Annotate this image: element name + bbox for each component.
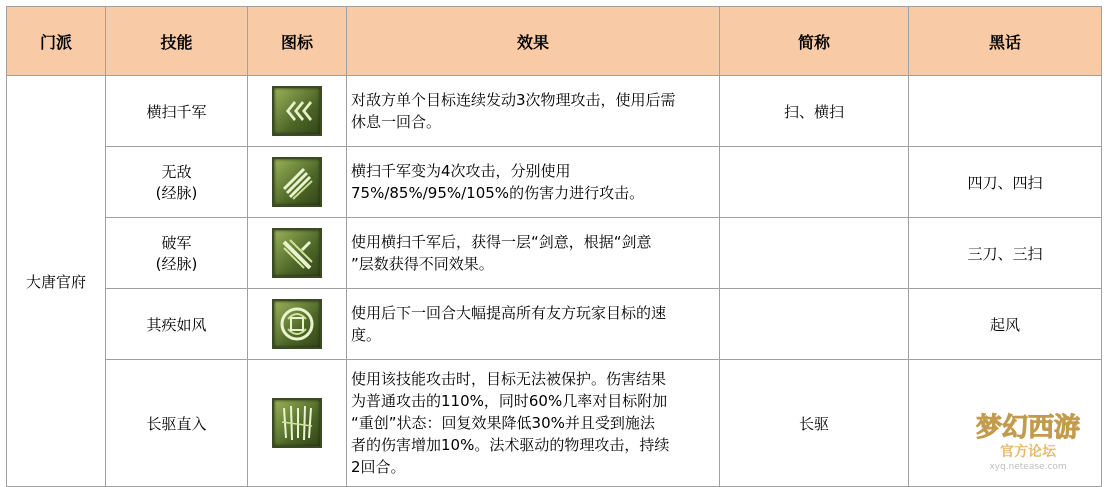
slang-cell [909, 76, 1102, 147]
skill-name: 长驱直入 [146, 414, 207, 433]
effect-cell: 使用后下一回合大幅提高所有友方玩家目标的速 度。 [347, 289, 720, 360]
header-skill: 技能 [106, 7, 248, 76]
effect-cell: 对敌方单个目标连续发动3次物理攻击，使用后需 休息一回合。 [347, 76, 720, 147]
header-short: 简称 [720, 7, 909, 76]
header-sect: 门派 [7, 7, 106, 76]
skill-cell [106, 360, 248, 487]
forum-logo-watermark [963, 402, 1093, 472]
skills-table [6, 6, 1102, 487]
table-row [7, 147, 1102, 218]
skill-name: 横扫千军 [146, 102, 207, 121]
claw-strike-icon [272, 398, 322, 448]
skill-name: 破军 [161, 234, 192, 252]
crossed-swords-icon [272, 228, 322, 278]
svg-text:xyq.netease.com: xyq.netease.com [989, 462, 1067, 472]
short-cell [720, 218, 909, 289]
svg-text:官方论坛: 官方论坛 [1000, 444, 1056, 460]
effect-cell: 使用横扫千军后，获得一层“剑意，根据“剑意 ”层数获得不同效果。 [347, 218, 720, 289]
skill-cell [106, 147, 248, 218]
short-cell: 长驱 [720, 360, 909, 487]
wind-swirl-icon [272, 299, 322, 349]
svg-text:梦幻西游: 梦幻西游 [975, 413, 1081, 443]
effect-cell: 横扫千军变为4次攻击，分别使用 75%/85%/95%/105%的伤害力进行攻击。 [347, 147, 720, 218]
effect-cell: 使用该技能攻击时，目标无法被保护。伤害结果 为普通攻击的110%，同时60%几率对目标附加 “重创”状态：回复效果降低30%并且受到施法 者的伤害增加10%。法术驱动的物理攻击，持续 2回合。 [347, 360, 720, 487]
icon-cell [248, 218, 347, 289]
slang-cell: 四刀、四扫 [909, 147, 1102, 218]
header-effect: 效果 [347, 7, 720, 76]
icon-cell [248, 76, 347, 147]
icon-cell [248, 289, 347, 360]
skill-name: 无敌 [161, 163, 192, 181]
skill-note: (经脉) [155, 255, 198, 273]
short-cell: 扫、横扫 [720, 76, 909, 147]
table-row [7, 289, 1102, 360]
skill-name: 其疾如风 [146, 315, 207, 334]
header-row [7, 7, 1102, 76]
slang-cell: 起风 [909, 289, 1102, 360]
skill-cell [106, 218, 248, 289]
header-icon: 图标 [248, 7, 347, 76]
icon-cell [248, 360, 347, 487]
sect-cell: 大唐官府 [7, 76, 106, 487]
table-row [7, 360, 1102, 487]
multi-slash-icon [272, 157, 322, 207]
short-cell [720, 147, 909, 218]
skill-cell [106, 289, 248, 360]
table-row [7, 218, 1102, 289]
chevrons-left-icon [272, 86, 322, 136]
table-row [7, 76, 1102, 147]
icon-cell [248, 147, 347, 218]
skill-cell [106, 76, 248, 147]
slang-cell: 三刀、三扫 [909, 218, 1102, 289]
short-cell [720, 289, 909, 360]
skill-note: (经脉) [155, 184, 198, 202]
header-slang: 黑话 [909, 7, 1102, 76]
